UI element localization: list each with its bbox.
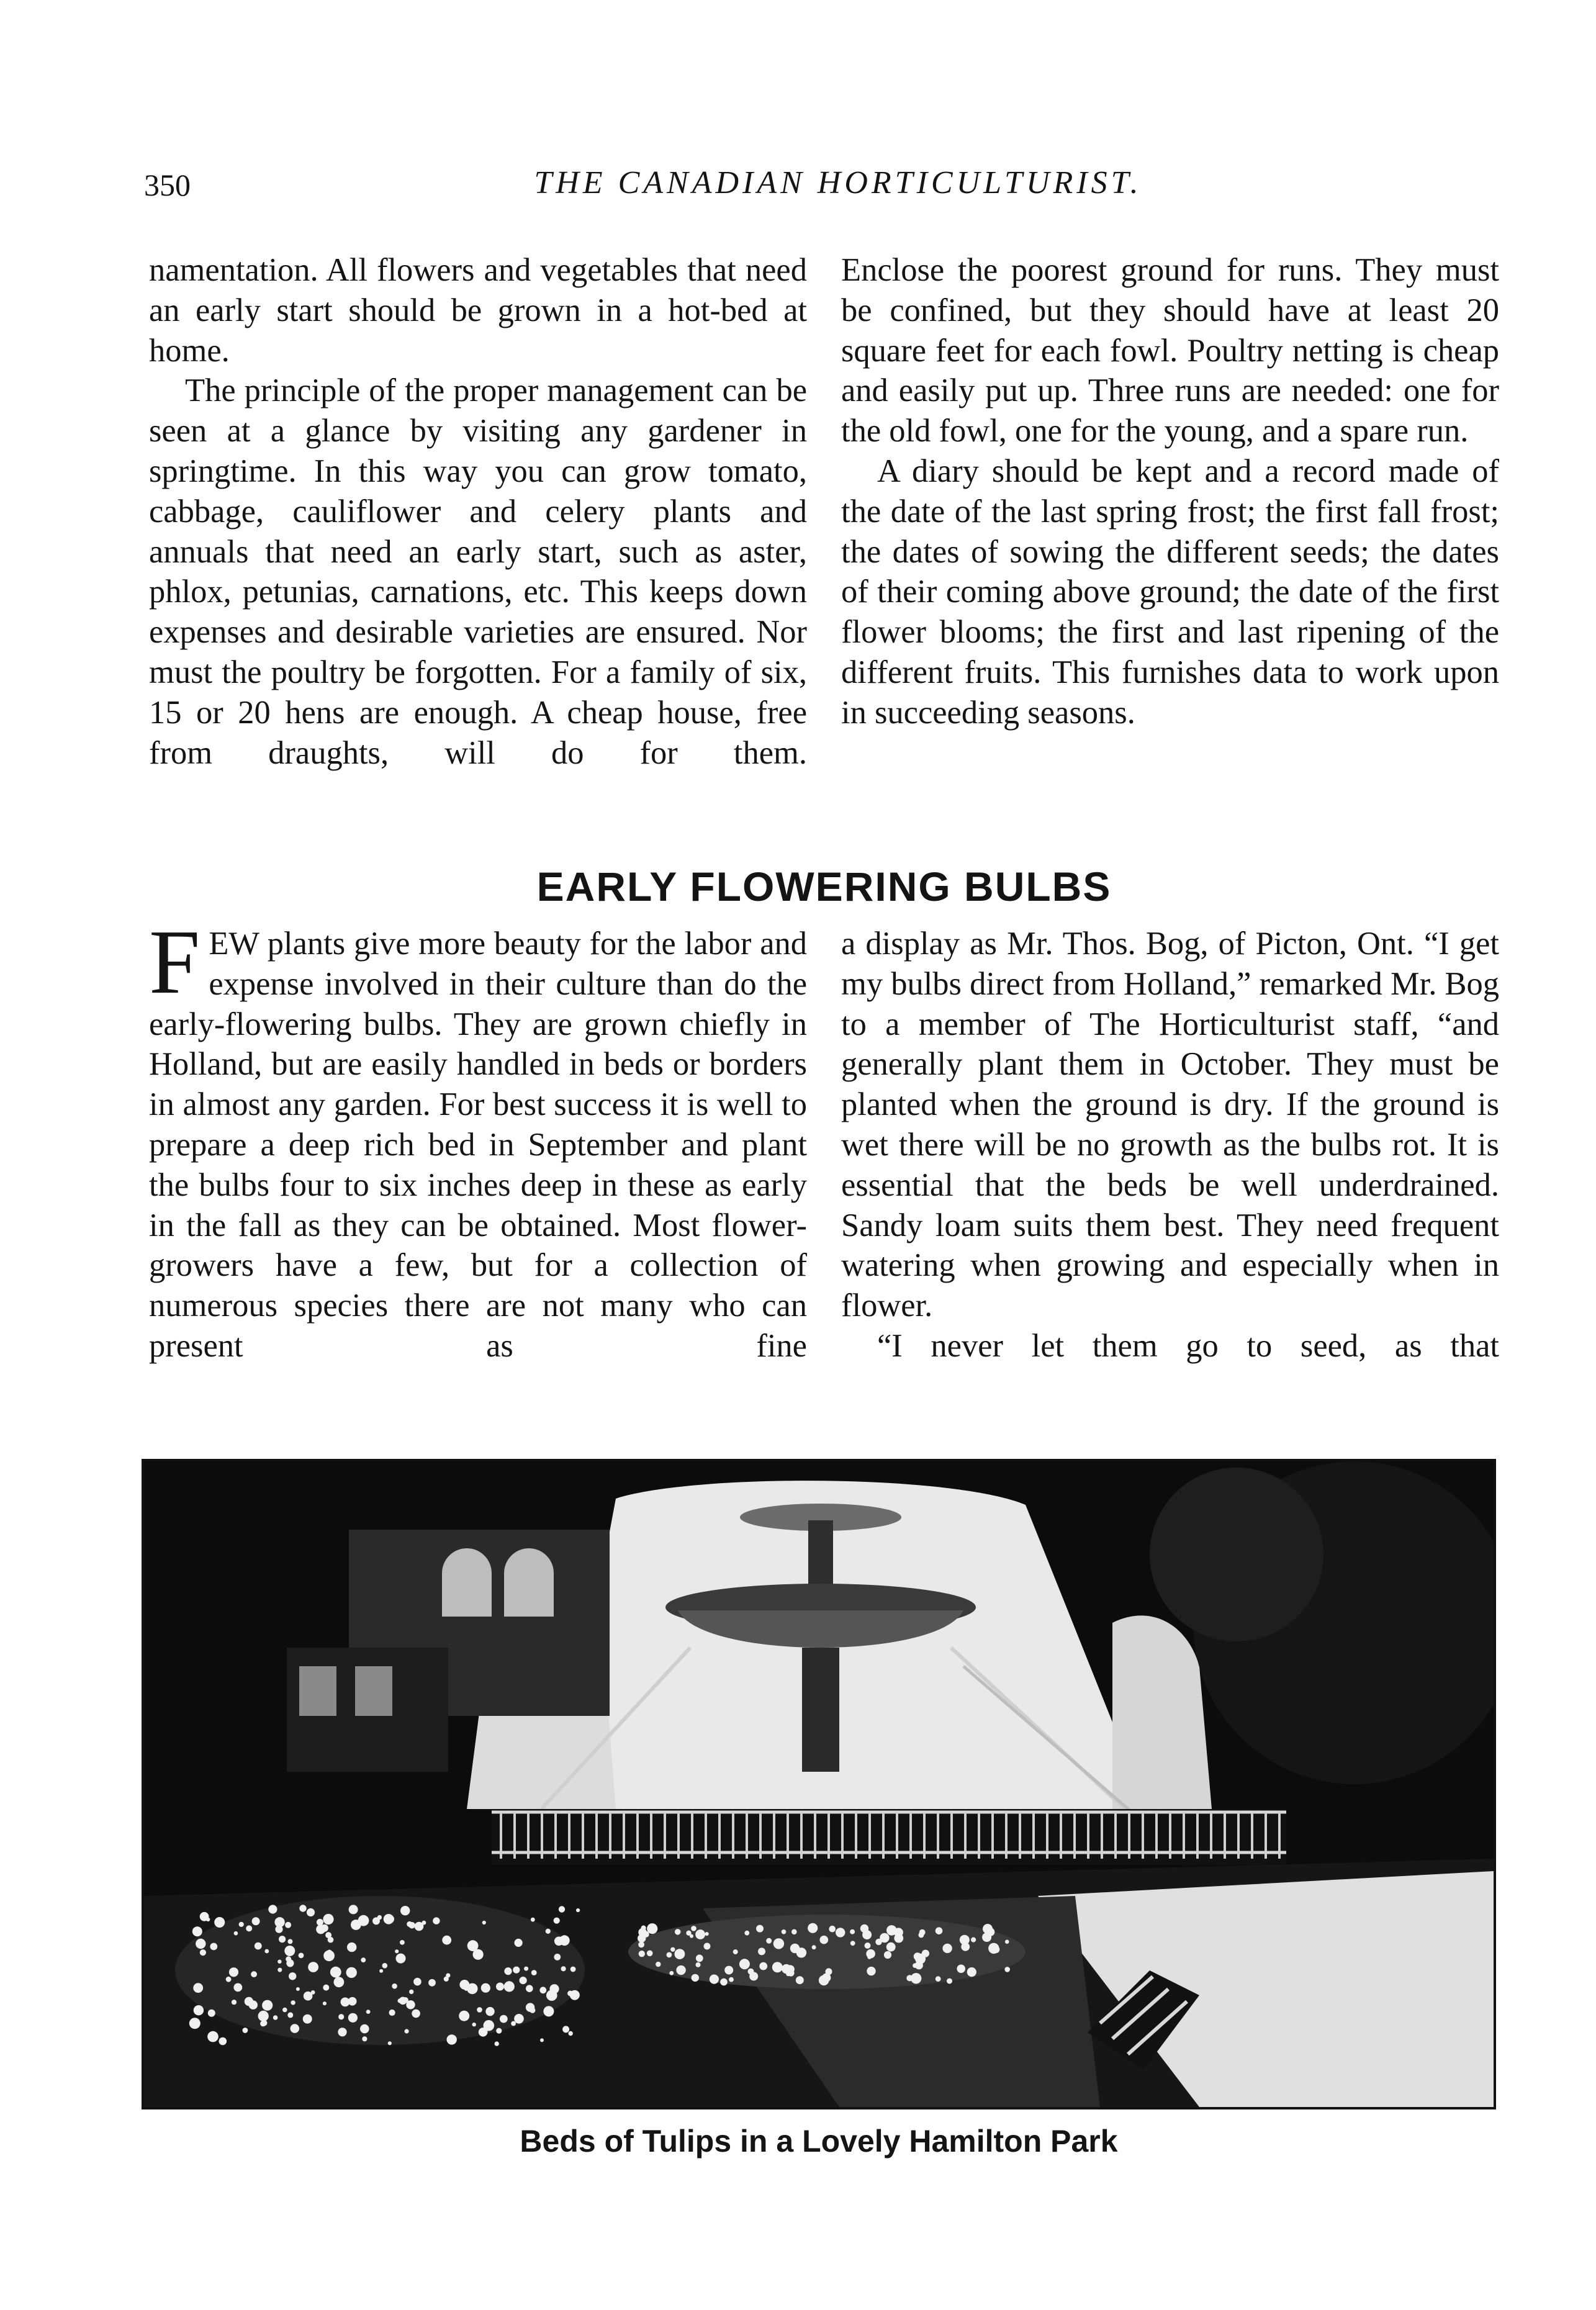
fountain-park-illustration	[144, 1461, 1494, 2107]
article-headline: EARLY FLOWERING BULBS	[536, 864, 1112, 909]
top-right-column	[841, 250, 1499, 733]
figure-caption: Beds of Tulips in a Lovely Hamilton Park	[520, 2124, 1118, 2159]
running-title: THE CANADIAN HORTICULTURIST.	[534, 165, 1142, 201]
article-left-column	[149, 911, 807, 1366]
paragraph: Enclose the poorest ground for runs. They must be confined, but they should have at least 20 square feet for each fowl. Poultry netting is cheap and easily put up. Three runs are needed: one for the old fowl, one for the young, and a spare run.	[841, 252, 1499, 449]
paragraph	[149, 911, 807, 1366]
park-photograph	[142, 1459, 1496, 2109]
top-left-column	[149, 250, 807, 773]
paragraph: a display as Mr. Thos. Bog, of Picton, Ont. “I get my bulbs direct from Holland,” remarked Mr. Bog to a member of The Horticulturist staff, “and generally plant them in October. They must be planted when the ground is dry. If the ground is wet there will be no growth as the bulbs rot. It is essential that the beds be well underdrained. Sandy loam suits them best. They need frequent watering when growing and especially when in flower.	[841, 926, 1499, 1324]
paragraph: A diary should be kept and a record made of the date of the last spring frost; the first fall frost; the dates of sowing the different seeds; the dates of their coming above ground; the date of the first flower blooms; the first and last ripening of the different fruits. This furnishes data to work upon in succeeding seasons.	[841, 453, 1499, 731]
paragraph: namentation. All flowers and vegetables that need an early start should be grown in a hot-bed at home.	[149, 252, 807, 369]
article-right-column	[841, 924, 1499, 1366]
paragraph: “I never let them go to seed, as that	[877, 1327, 1499, 1364]
paragraph: The principle of the proper management can be seen at a glance by visiting any gardener in springtime. In this way you can grow tomato, cabbage, cauliflower and celery plants and annuals that need an early start, such as aster, phlox, petunias, carnations, etc. This keeps down expenses and desirable varieties are ensured. Nor must the poultry be forgotten. For a family of six, 15 or 20 hens are enough. A cheap house, free from draughts, will do for them.	[149, 372, 807, 771]
page-number: 350	[144, 168, 191, 202]
drop-cap: F	[149, 911, 201, 1013]
paragraph-text: EW plants give more beauty for the labor and expense involved in their culture than do the early-flowering bulbs. They are grown chiefly in Holland, but are easily handled in beds or borders in almost any garden. For best success it is well to prepare a deep rich bed in September and plant the bulbs four to six inches deep in these as early in the fall as they can be obtained. Most flower-growers have a few, but for a collection of numerous species there are not many who can present as fine	[149, 926, 807, 1364]
